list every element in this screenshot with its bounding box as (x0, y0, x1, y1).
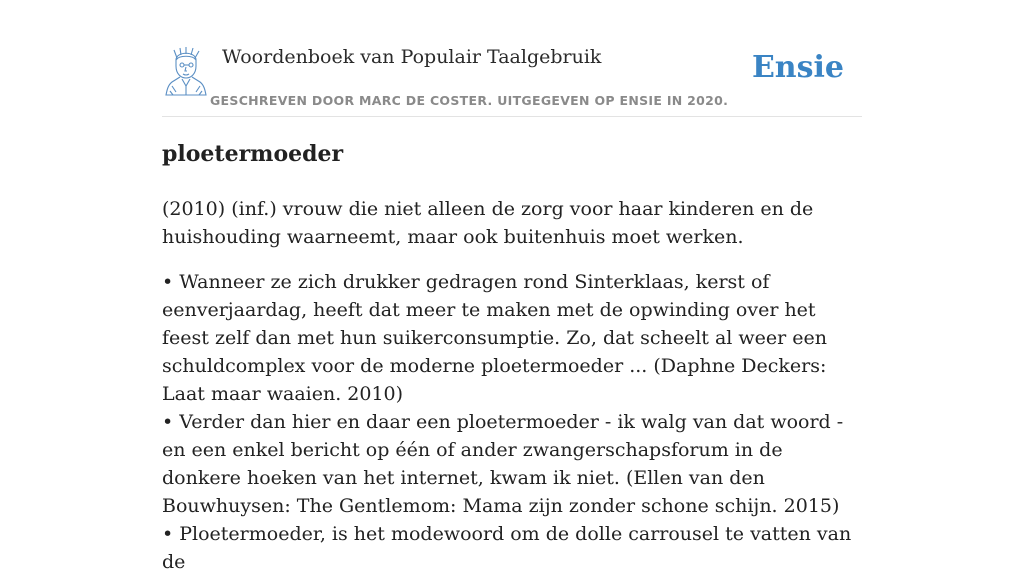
entry-definition: (2010) (inf.) vrouw die niet alleen de zorg voor haar kinderen en de huishouding waarneemt, maar ook buitenhuis moet werken. (162, 198, 814, 248)
ensie-logo[interactable]: Ensie (751, 50, 844, 85)
book-title[interactable]: Woordenboek van Populair Taalgebruik (222, 46, 602, 68)
header (162, 40, 862, 117)
example-quote: • Ploetermoeder, is het modewoord om de dolle carrousel te vatten van de (162, 523, 852, 573)
entry-headword: ploetermoeder (162, 141, 344, 167)
author-portrait-icon (164, 46, 208, 96)
entry-examples (162, 268, 862, 576)
example-quote: • Wanneer ze zich drukker gedragen rond Sinterklaas, kerst of eenverjaardag, heeft dat meer te maken met de opwinding over het feest zelf dan met hun suikerconsumptie. Zo, dat scheelt al weer een schuldcomplex voor de moderne ploetermoeder ... (Daphne Deckers: Laat maar waaien. 2010) (162, 271, 828, 405)
byline: GESCHREVEN DOOR MARC DE COSTER. UITGEGEVEN OP ENSIE IN 2020. (210, 93, 729, 108)
entry-content (162, 136, 862, 576)
example-quote: • Verder dan hier en daar een ploetermoeder - ik walg van dat woord - en een enkel bericht op één of ander zwangerschapsforum in de donkere hoeken van het internet, kwam ik niet. (Ellen van den Bouwhuysen: The Gentlemom: Mama zijn zonder schone schijn. 2015) (162, 411, 844, 517)
